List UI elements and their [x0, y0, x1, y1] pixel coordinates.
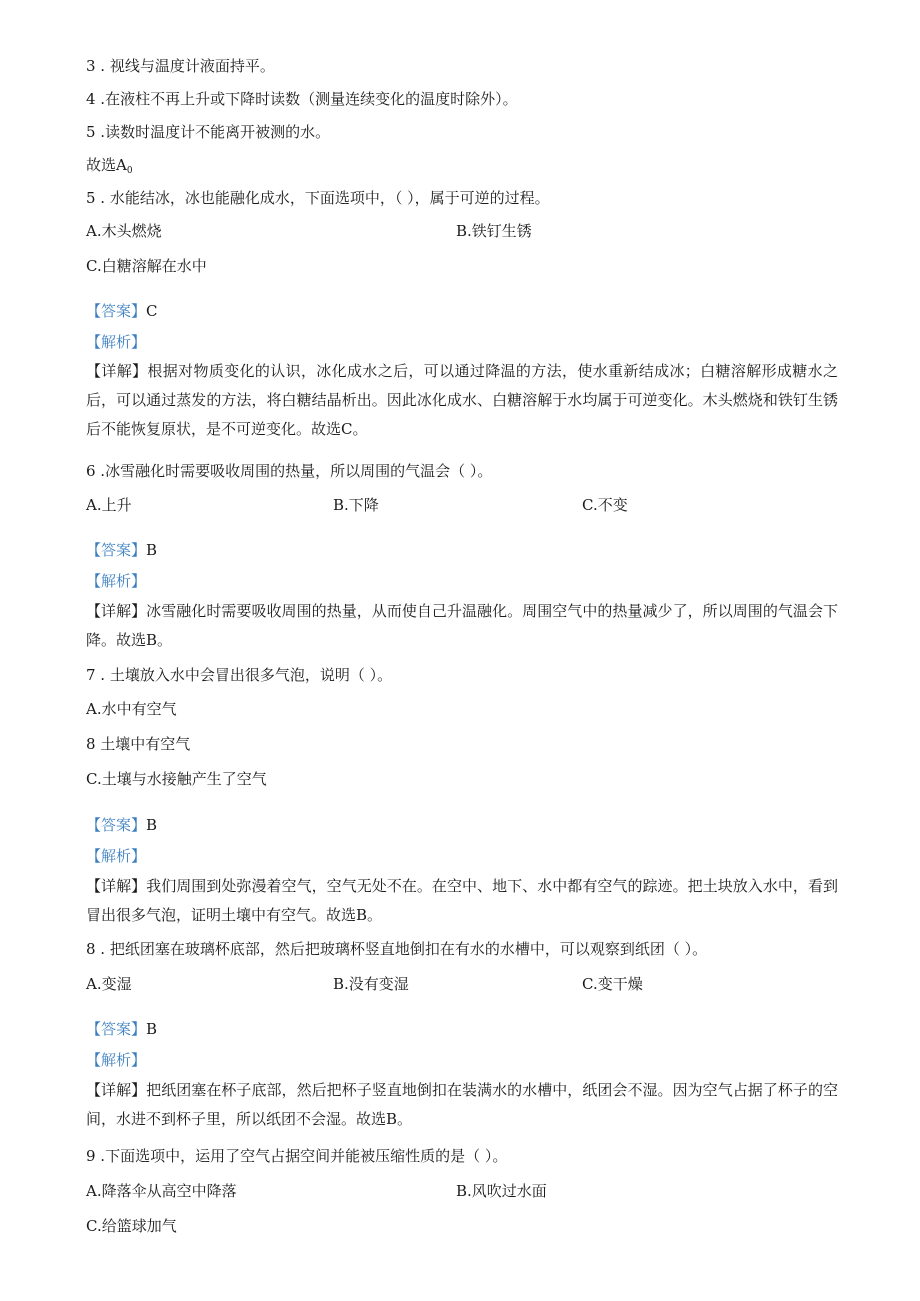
answer-value: B — [146, 1020, 158, 1038]
question-8-answer — [86, 1019, 157, 1039]
conclusion-line — [86, 155, 133, 181]
question-9-option-c: C.给篮球加气 — [86, 1217, 177, 1235]
question-7-option-a: A.水中有空气 — [86, 700, 177, 718]
answer-value: B — [146, 541, 158, 559]
question-6-answer — [86, 540, 157, 560]
question-8-option-c: C.变干燥 — [582, 975, 643, 993]
detail-tag: 【详解】 — [86, 1081, 147, 1099]
question-7-option-b: 8 土壤中有空气 — [86, 735, 191, 753]
question-6-option-c: C.不变 — [582, 496, 628, 514]
answer-tag: 【答案】 — [86, 302, 147, 320]
question-6-analysis-tag: 【解析】 — [86, 572, 147, 590]
text-line: 5 .读数时温度计不能离开被测的水。 — [86, 123, 331, 141]
question-7-stem: 7 . 土壤放入水中会冒出很多气泡，说明（ ）。 — [86, 666, 393, 684]
conclusion-subscript: 0 — [126, 166, 133, 176]
question-8-analysis-tag: 【解析】 — [86, 1051, 147, 1069]
detail-text: 根据对物质变化的认识，冰化成水之后，可以通过降温的方法，使水重新结成冰；白糖溶解形成糖水之后，可以通过蒸发的方法，将白糖结晶析出。因此冰化成水、白糖溶解于水均属于可逆变化。木头燃烧和铁钉生锈后不能恢复原状，是不可逆变化。故选C。 — [86, 362, 838, 438]
question-8-option-b: B.没有变湿 — [333, 975, 409, 993]
question-7-answer — [86, 815, 157, 835]
text-line: 4 .在液柱不再上升或下降时读数（测量连续变化的温度时除外）。 — [86, 90, 518, 108]
question-5-analysis-tag: 【解析】 — [86, 333, 147, 351]
question-5-detail — [86, 357, 838, 444]
question-9-option-a: A.降落伞从高空中降落 — [86, 1182, 237, 1200]
question-5-option-b: B.铁钉生锈 — [456, 222, 532, 240]
conclusion-text: 故选A — [86, 156, 127, 174]
question-8-option-a: A.变湿 — [86, 975, 132, 993]
question-5-stem: 5 . 水能结冰，冰也能融化成水，下面选项中，（ ），属于可逆的过程。 — [86, 189, 550, 207]
answer-tag: 【答案】 — [86, 541, 147, 559]
question-6-stem: 6 .冰雪融化时需要吸收周围的热量，所以周围的气温会（ ）。 — [86, 462, 493, 480]
question-7-option-c: C.土壤与水接触产生了空气 — [86, 770, 267, 788]
detail-tag: 【详解】 — [86, 877, 147, 895]
question-5-option-c: C.白糖溶解在水中 — [86, 257, 207, 275]
question-8-detail — [86, 1076, 838, 1134]
answer-value: C — [146, 302, 158, 320]
question-6-option-b: B.下降 — [333, 496, 379, 514]
detail-tag: 【详解】 — [86, 362, 148, 380]
detail-tag: 【详解】 — [86, 602, 147, 620]
question-5-option-a: A.木头燃烧 — [86, 222, 162, 240]
detail-text: 我们周围到处弥漫着空气，空气无处不在。在空中、地下、水中都有空气的踪迹。把土块放入水中，看到冒出很多气泡，证明土壤中有空气。故选B。 — [86, 877, 838, 924]
question-9-stem: 9 .下面选项中，运用了空气占据空间并能被压缩性质的是（ ）。 — [86, 1147, 508, 1165]
detail-text: 冰雪融化时需要吸收周围的热量，从而使自己升温融化。周围空气中的热量减少了，所以周围的气温会下降。故选B。 — [86, 602, 838, 649]
question-7-analysis-tag: 【解析】 — [86, 847, 147, 865]
question-5-answer — [86, 301, 158, 321]
answer-value: B — [146, 816, 158, 834]
question-6-detail — [86, 597, 838, 655]
text-line: 3 . 视线与温度计液面持平。 — [86, 57, 275, 75]
answer-tag: 【答案】 — [86, 816, 147, 834]
question-9-option-b: B.风吹过水面 — [456, 1182, 547, 1200]
question-6-option-a: A.上升 — [86, 496, 132, 514]
detail-text: 把纸团塞在杯子底部，然后把杯子竖直地倒扣在装满水的水槽中，纸团会不湿。因为空气占据了杯子的空间，水进不到杯子里，所以纸团不会湿。故选B。 — [86, 1081, 838, 1128]
answer-tag: 【答案】 — [86, 1020, 147, 1038]
question-8-stem: 8 . 把纸团塞在玻璃杯底部，然后把玻璃杯竖直地倒扣在有水的水槽中，可以观察到纸团（ ）。 — [86, 940, 708, 958]
question-7-detail — [86, 872, 838, 930]
